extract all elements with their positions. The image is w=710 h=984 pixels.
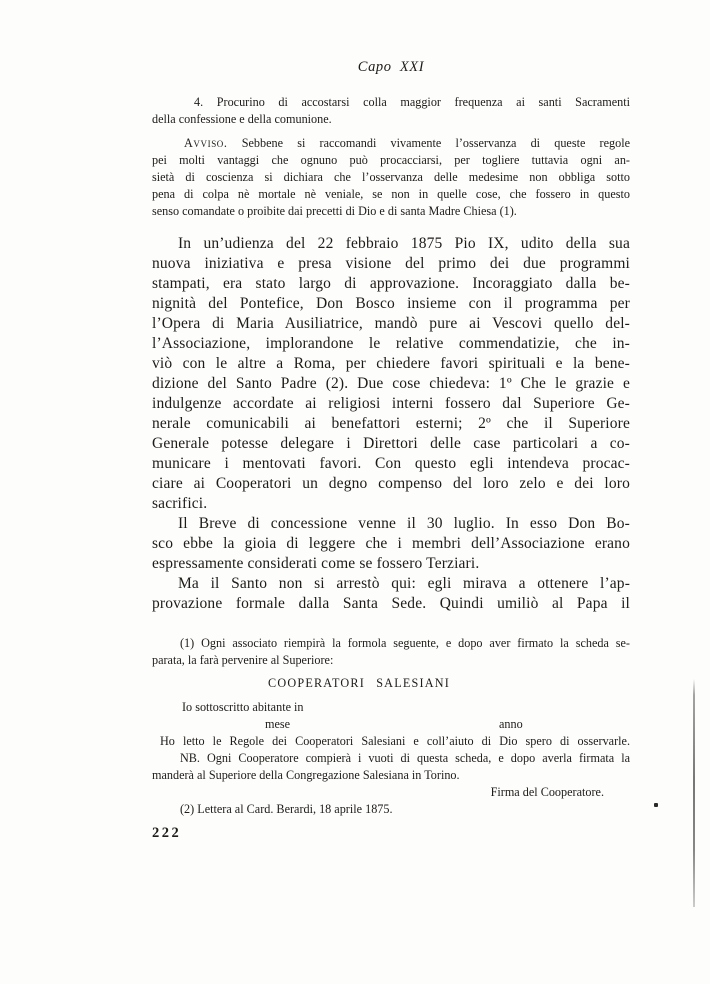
text-line: Avviso. Sebbene si raccomandi vivamente l’osservanza di queste regole — [184, 136, 630, 150]
text-line: stampati, era stato largo di approvazione. Incoraggiato dalla be- — [152, 275, 630, 292]
text-line: nuova iniziativa e presa visione del primo dei due programmi — [152, 255, 630, 272]
form-month-label: mese — [265, 717, 291, 731]
footnote-1 — [152, 635, 630, 669]
text-line: della confessione e della comunione. — [152, 112, 332, 126]
text-line: Ho letto le Regole dei Cooperatori Salesiani e coll’aiuto di Dio spero di osservarle. — [160, 734, 630, 748]
text-line: senso comandate o proibite dai precetti di Dio e di santa Madre Chiesa (1). — [152, 204, 517, 218]
paragraph — [152, 514, 630, 574]
text-line: Generale potesse delegare i Direttori delle case particolari a co- — [152, 435, 630, 452]
text-line: provazione formale dalla Santa Sede. Quindi umiliò al Papa il — [152, 595, 630, 612]
text-line: In un’udienza del 22 febbraio 1875 Pio IX, udito della sua — [178, 235, 630, 252]
text-line: nerale comunicabili ai benefattori esterni; 2º che il Superiore — [152, 415, 630, 432]
text-line: municare i mentovati favori. Con questo egli intendeva procac- — [152, 455, 630, 472]
text-line: (1) Ogni associato riempirà la formola seguente, e dopo aver firmato la scheda se- — [180, 636, 630, 650]
text-line: l’Opera di Maria Ausiliatrice, mandò pure ai Vescovi quello del- — [152, 315, 630, 332]
text-line: viò con le altre a Roma, per chiedere favori spirituali e la bene- — [152, 355, 630, 372]
text-block — [152, 0, 630, 842]
paragraph — [152, 733, 630, 750]
footnote-section — [152, 635, 630, 818]
main-text — [152, 234, 630, 614]
small-caps-lead: Avviso. — [184, 136, 228, 150]
footnote-2: (2) Lettera al Card. Berardi, 18 aprile 1875. — [180, 802, 393, 816]
text-line: dizione del Santo Padre (2). Due cose chiedeva: 1º Che le grazie e — [152, 375, 630, 392]
text-line: espressamente considerati come se fossero Terziari. — [152, 555, 480, 572]
text-line: sacrifici. — [152, 495, 208, 512]
scan-artifact-line — [693, 679, 695, 907]
paragraph — [152, 135, 630, 220]
text-line: sco ebbe la gioia di leggere che i membri dell’Associazione erano — [152, 535, 630, 552]
form-year-label: anno — [499, 717, 523, 731]
chapter-header: Capo XXI — [357, 59, 425, 75]
text-line: NB. Ogni Cooperatore compierà i vuoti di questa scheda, e dopo averla firmata la — [180, 751, 630, 765]
text-line: parata, la farà pervenire al Superiore: — [152, 653, 334, 667]
text-line: pena di colpa nè mortale nè veniale, se non in quelle cose, che fossero in questo — [152, 187, 630, 201]
form-date-row — [152, 716, 630, 733]
paragraph — [152, 750, 630, 784]
paragraph — [152, 635, 630, 669]
text-line: pei molti vantaggi che ognuno può procacciarsi, per togliere tuttavia ogni an- — [152, 153, 630, 167]
text-line: sietà di coscienza si dichiara che l’osservanza delle medesime non obbliga sotto — [152, 170, 630, 184]
form-title: COOPERATORI SALESIANI — [268, 676, 450, 690]
text-line: l’Associazione, implorandone le relative commendatizie, che in- — [152, 335, 630, 352]
paragraph — [152, 574, 630, 614]
signature-line: Firma del Cooperatore. — [490, 785, 604, 799]
paragraph — [152, 234, 630, 514]
text-line: Il Breve di concessione venne il 30 luglio. In esso Don Bo- — [178, 515, 630, 532]
page-number: 222 — [152, 825, 182, 841]
text-line: Ma il Santo non si arrestò qui: egli mirava a ottenere l’ap- — [178, 575, 630, 592]
text-line: ciare ai Cooperatori un degno compenso del loro zelo e dei loro — [152, 475, 630, 492]
text-line: nignità del Pontefice, Don Bosco insieme con il programma per — [152, 295, 630, 312]
text-line: 4. Procurino di accostarsi colla maggior frequenza ai santi Sacramenti — [194, 95, 630, 109]
regulation-excerpt — [152, 94, 630, 220]
nb-note — [152, 750, 630, 784]
form-declaration — [152, 733, 630, 750]
text-line: indulgenze accordate ai religiosi interni fossero dal Superiore Ge- — [152, 395, 630, 412]
ink-speck — [654, 803, 658, 807]
text-line: manderà al Superiore della Congregazione Salesiana in Torino. — [152, 768, 460, 782]
form-line-subscriber: Io sottoscritto abitante in — [182, 700, 304, 714]
paragraph — [152, 94, 630, 128]
